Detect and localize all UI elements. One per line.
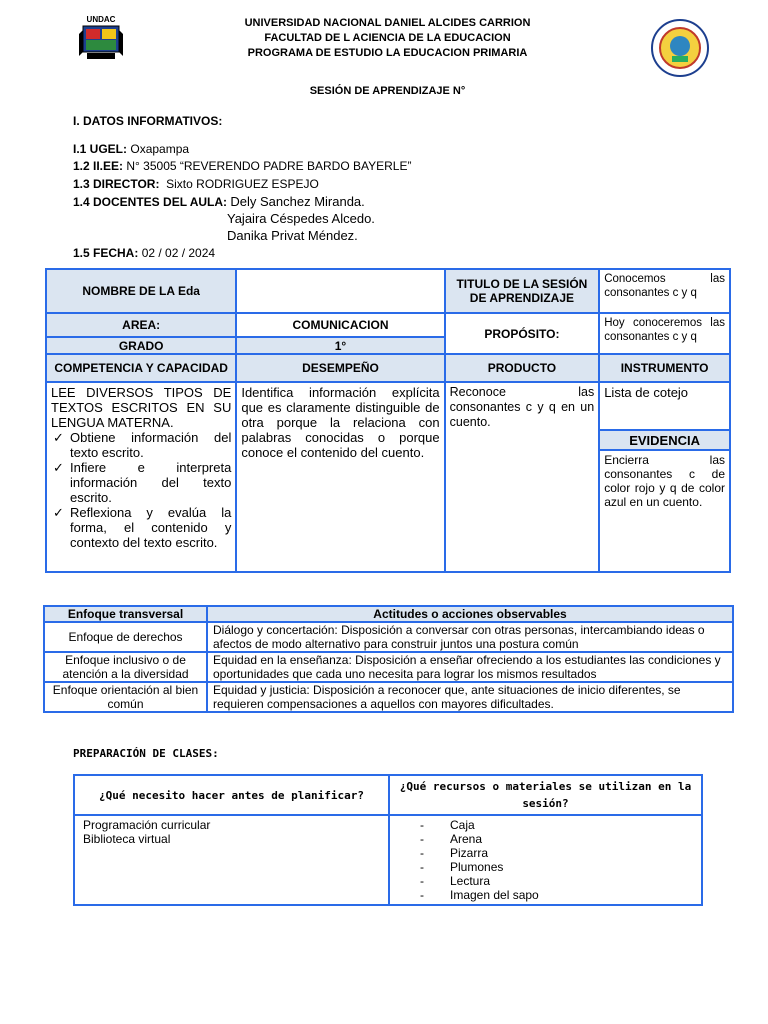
desempeno-label: DESEMPEÑO [236, 354, 444, 382]
undac-logo [75, 12, 127, 64]
recursos-header: ¿Qué recursos o materiales se utilizan en la sesión? [389, 775, 702, 815]
enfoque-text: Equidad y justicia: Disposición a reconocer que, ante situaciones de inicio diferentes, se requieren compensaciones a aquellos con mayores dificultades. [207, 682, 733, 712]
university-name: UNIVERSIDAD NACIONAL DANIEL ALCIDES CARRION [244, 17, 531, 29]
checkmark-icon: ✓ [53, 430, 64, 445]
desempeno-value: Identifica información explícita que es claramente distinguible de otra porque la relaciona con palabras conocidas o porque conoce el contenido del cuento. [236, 382, 444, 572]
enfoque-name: Enfoque inclusivo o de atención a la diversidad [44, 652, 207, 682]
recurso-item: - Arena [420, 832, 483, 846]
competencia-cell [46, 382, 236, 572]
program-seal [650, 18, 710, 78]
recursos-list [398, 818, 693, 902]
capacidad-item: ✓ Reflexiona y evalúa la forma, el contenido y contexto del texto escrito. [53, 505, 232, 550]
document-title: SESIÓN DE APRENDIZAJE N° [309, 85, 466, 97]
enfoque-name: Enfoque de derechos [44, 622, 207, 652]
evidencia-label: EVIDENCIA [599, 430, 730, 450]
recurso-item: - Plumones [420, 860, 504, 874]
nombre-value [236, 269, 444, 313]
grado-label: GRADO [46, 337, 236, 354]
area-label: AREA: [46, 313, 236, 337]
program-name: PROGRAMA DE ESTUDIO LA EDUCACION PRIMARIA [247, 47, 528, 59]
capacidad-item: ✓ Infiere e interpreta información del texto escrito. [53, 460, 232, 505]
docentes-line [73, 194, 365, 209]
iiee-value: N° 35005 “REVERENDO PADRE BARDO BAYERLE” [126, 159, 412, 173]
preparacion-heading: PREPARACIÓN DE CLASES: [73, 747, 219, 760]
session-table [45, 268, 731, 573]
area-value: COMUNICACION [236, 313, 444, 337]
recurso-item: - Pizarra [420, 846, 489, 860]
iiee-line [73, 159, 411, 173]
docente-1: Dely Sanchez Miranda. [230, 194, 365, 209]
recursos-cell [389, 815, 702, 905]
instrumento-value: Lista de cotejo [599, 382, 730, 430]
docentes-label: 1.4 DOCENTES DEL AULA: [73, 195, 228, 209]
docente-2: Yajaira Céspedes Alcedo. [227, 211, 375, 226]
antes-header: ¿Qué necesito hacer antes de planificar? [74, 775, 389, 815]
producto-value: Reconoce las consonantes c y q en un cuento. [445, 382, 600, 572]
actitudes-header: Actitudes o acciones observables [207, 606, 733, 622]
checkmark-icon: ✓ [53, 505, 64, 520]
evidencia-value: Encierra las consonantes c de color rojo y q de color azul en un cuento. [599, 450, 730, 572]
director-line [73, 177, 319, 191]
director-value: Sixto RODRIGUEZ ESPEJO [166, 177, 319, 191]
recurso-item: - Caja [420, 818, 475, 832]
proposito-value: Hoy conoceremos las consonantes c y q [599, 313, 730, 354]
datos-heading: I. DATOS INFORMATIVOS: [73, 114, 223, 128]
competencia-label: COMPETENCIA Y CAPACIDAD [46, 354, 236, 382]
antes-item: Programación curricular [83, 818, 211, 832]
fecha-label: 1.5 FECHA: [73, 246, 139, 260]
enfoque-name: Enfoque orientación al bien común [44, 682, 207, 712]
capacidad-item: ✓ Obtiene información del texto escrito. [53, 430, 232, 460]
instrumento-label: INSTRUMENTO [599, 354, 730, 382]
antes-item: Biblioteca virtual [83, 832, 171, 846]
competencia-title: LEE DIVERSOS TIPOS DE TEXTOS ESCRITOS EN SU LENGUA MATERNA. [51, 385, 232, 430]
enfoque-text: Equidad en la enseñanza: Disposición a enseñar ofreciendo a los estudiantes las condiciones y oportunidades que cada uno necesita para lograr los mismos resultados [207, 652, 733, 682]
capacidades-list [51, 430, 231, 550]
nombre-label: NOMBRE DE LA Eda [46, 269, 236, 313]
enfoque-header: Enfoque transversal [44, 606, 207, 622]
faculty-name: FACULTAD DE L ACIENCIA DE LA EDUCACION [264, 32, 511, 44]
enfoques-table [43, 605, 734, 713]
ugel-line [73, 142, 189, 156]
svg-text:UNDAC: UNDAC [86, 15, 116, 24]
enfoque-text: Diálogo y concertación: Disposición a conversar con otras personas, intercambiando ideas o afectos de modo alternativo para construir juntos una postura común [207, 622, 733, 652]
fecha-line [73, 246, 215, 260]
titulo-value: Conocemos las consonantes c y q [599, 269, 730, 313]
iiee-label: 1.2 II.EE: [73, 159, 124, 173]
recurso-item: - Imagen del sapo [420, 888, 539, 902]
antes-cell [74, 815, 389, 905]
producto-label: PRODUCTO [445, 354, 600, 382]
docente-3: Danika Privat Méndez. [227, 228, 358, 243]
fecha-value: 02 / 02 / 2024 [141, 246, 216, 260]
preparacion-table [73, 774, 703, 906]
ugel-value: Oxapampa [130, 142, 190, 156]
grado-value: 1° [236, 337, 444, 354]
ugel-label: I.1 UGEL: [73, 142, 128, 156]
director-label: 1.3 DIRECTOR: [73, 177, 160, 191]
titulo-label: TITULO DE LA SESIÓN DE APRENDIZAJE [445, 269, 600, 313]
proposito-label: PROPÓSITO: [445, 313, 600, 354]
recurso-item: - Lectura [420, 874, 491, 888]
checkmark-icon: ✓ [53, 460, 64, 475]
